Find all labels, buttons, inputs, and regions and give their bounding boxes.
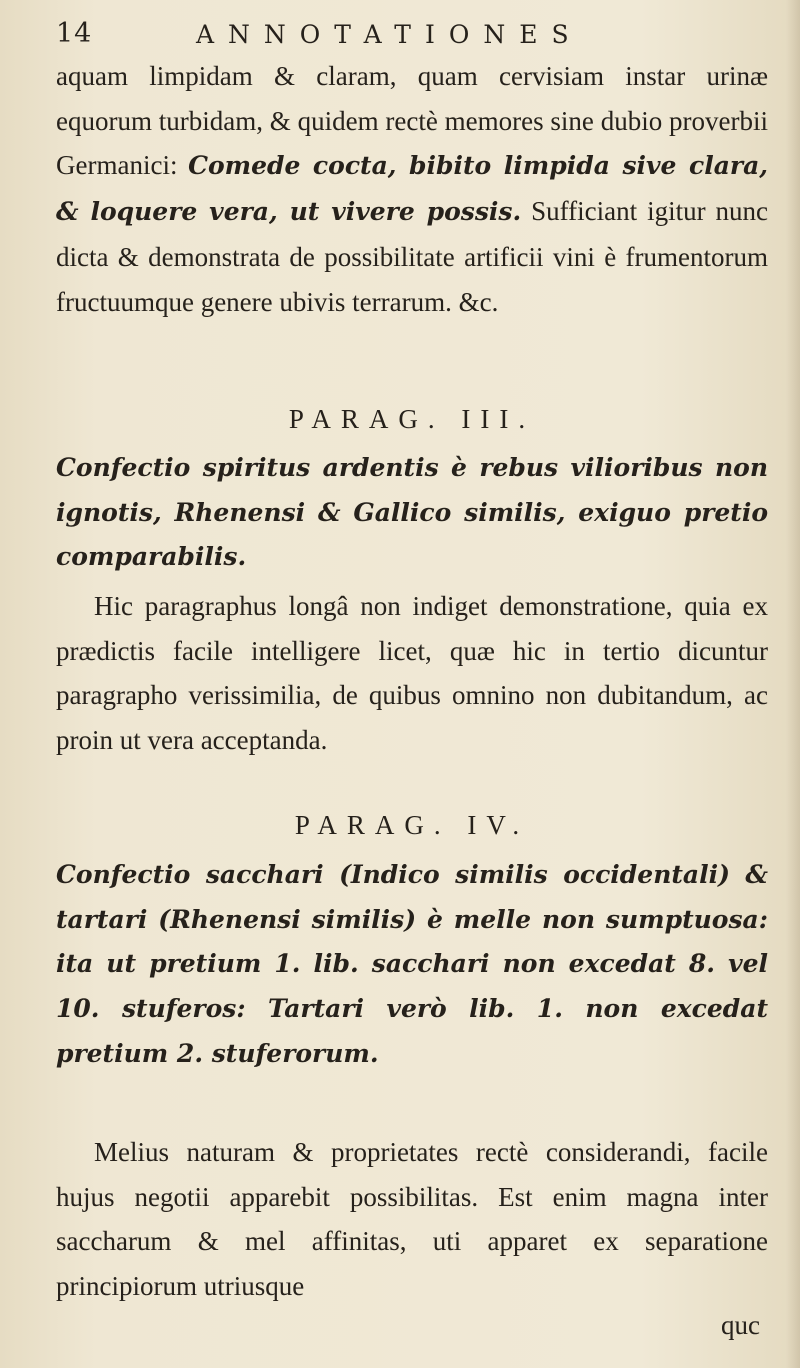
page-number: 14 [56,18,93,49]
section-summary-parag-3: Confectio spiritus ardentis è rebus vilioribus non ignotis, Rhenensi & Gallico similis, exiguo pretio comparabilis. [56,453,768,572]
section-summary-parag-4: Confectio sacchari (Indico similis occidentali) & tartari (Rhenensi similis) è melle non sumptuosa: ita ut pretium 1. lib. sacchari non excedat 8. vel 10. stuferos: Tartari verò lib. 1. non excedat pretium 2. stuferorum. [56,860,768,1068]
page-edge-shadow [786,0,800,1368]
proverb-italic: Comede cocta, bibito limpida sive clara, & loquere vera, ut vivere possis. [56,151,769,227]
paragraph-text: aquam limpidam & claram, quam cervisiam instar urinæ equorum turbidam, & quidem rectè memores sine dubio proverbii Germanici: [56,61,768,181]
paragraph-text: Sufficiant igitur nunc dicta & demonstrata de possibilitate artificii vini è frumentorum fructuumque genere ubivis terrarum. &c. [56,196,769,317]
running-head: ANNOTATIONES [196,20,583,49]
section-heading-parag-4: PARAG. IV. [294,810,530,840]
section-heading-parag-3: PARAG. III. [288,404,536,434]
paragraph-continued [56,54,768,324]
catchword: quc [721,1310,760,1340]
page-header [56,18,776,54]
paragraph-parag-4: Melius naturam & proprietates rectè considerandi, facile hujus negotii apparebit possibilitas. Est enim magna inter saccharum & mel affinitas, uti apparet ex separatione principiorum utriusque [56,1137,768,1302]
paragraph-parag-3: Hic paragraphus longâ non indiget demonstratione, quia ex prædictis facile intelligere licet, quæ hic in tertio dicuntur paragrapho verissimilia, de quibus omnino non dubitandum, ac proin ut vera acceptanda. [56,591,768,756]
